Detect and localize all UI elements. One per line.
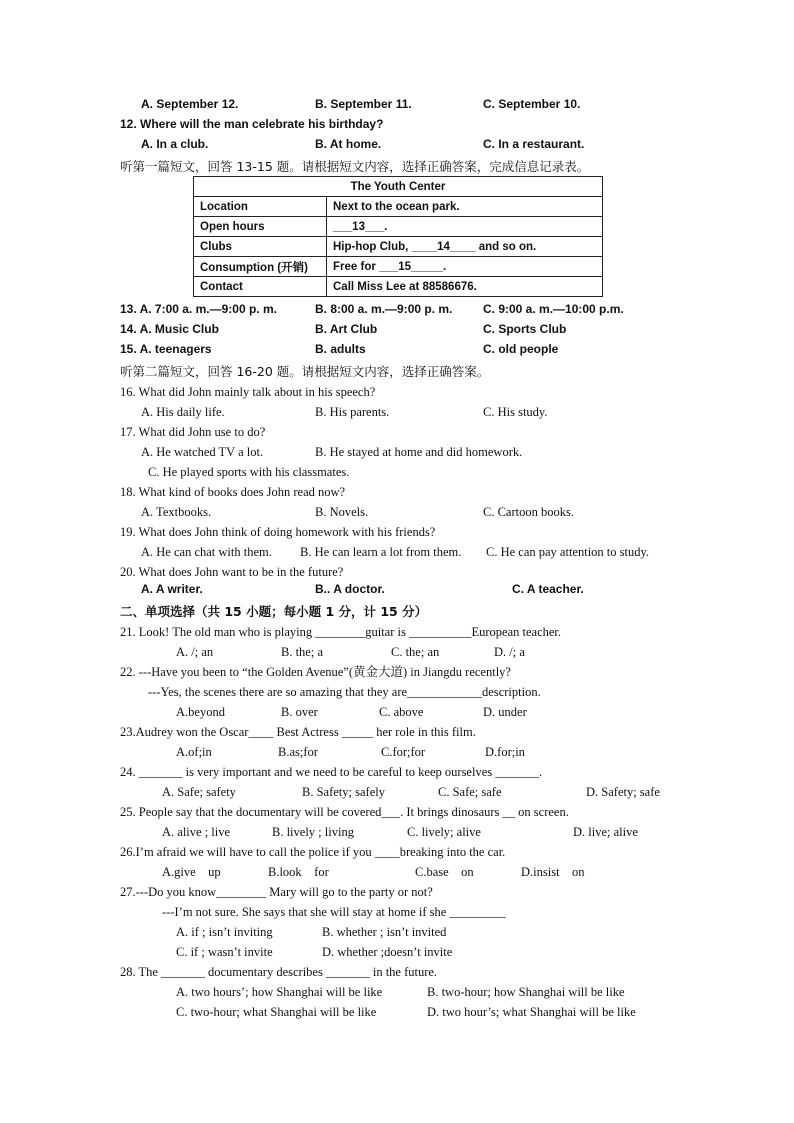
q16-option-a: A. His daily life. <box>141 405 225 419</box>
q24-option-c: C. Safe; safe <box>438 785 502 799</box>
q28-options <box>0 982 794 1002</box>
q13-option-c: C. 9:00 a. m.—10:00 p.m. <box>483 302 624 316</box>
q18-question-row <box>0 482 794 502</box>
q21-options <box>0 642 794 662</box>
q21-question: 21. Look! The old man who is playing ________guitar is __________European teacher. <box>120 625 562 639</box>
q23-option-b: B.as;for <box>278 745 318 759</box>
q22-option-d: D. under <box>483 705 527 719</box>
q20-options <box>0 582 794 602</box>
q25-option-c: C. lively; alive <box>407 825 481 839</box>
table-value-contact: Call Miss Lee at 88586676. <box>327 277 603 297</box>
q16-question: 16. What did John mainly talk about in his speech? <box>120 385 376 399</box>
table-key-clubs: Clubs <box>194 237 327 257</box>
table-value-open-hours: ___13___. <box>327 217 603 237</box>
q17-question-row <box>0 422 794 442</box>
q22-line2-row <box>0 682 794 702</box>
q27-option-a: A. if ; isn’t inviting <box>176 925 273 939</box>
q17-options-2 <box>0 462 794 482</box>
q22-question: 22. ---Have you been to “the Golden Avenue”(黄金大道) in Jiangdu recently? <box>120 665 511 679</box>
q15-options <box>0 342 794 362</box>
q26-option-d: D.insist on <box>521 865 585 879</box>
q16-option-c: C. His study. <box>483 405 548 419</box>
table-key-contact: Contact <box>194 277 327 297</box>
q16-question-row <box>0 382 794 402</box>
q19-question: 19. What does John think of doing homework with his friends? <box>120 525 436 539</box>
q26-options <box>0 862 794 882</box>
q24-question: 24. _______ is very important and we need to be careful to keep ourselves _______. <box>120 765 543 779</box>
q27-option-c: C. if ; wasn’t invite <box>176 945 273 959</box>
q20-option-c: C. A teacher. <box>512 582 584 596</box>
table-title-row <box>194 177 603 197</box>
q18-option-b: B. Novels. <box>315 505 369 519</box>
q23-question: 23.Audrey won the Oscar____ Best Actress _____ her role in this film. <box>120 725 476 739</box>
q25-option-a: A. alive ; live <box>162 825 231 839</box>
table-row <box>194 237 603 257</box>
q26-option-a: A.give up <box>162 865 221 879</box>
q27-options-2 <box>0 942 794 962</box>
section1-instruction: 听第一篇短文，回答 13-15 题。请根据短文内容，选择正确答案，完成信息记录表。 <box>120 159 590 174</box>
q21-option-a: A. /; an <box>176 645 214 659</box>
q11-options <box>0 97 794 117</box>
q12-option-b: B. At home. <box>315 137 382 151</box>
q28-option-c: C. two-hour; what Shanghai will be like <box>176 1005 377 1019</box>
q28-option-b: B. two-hour; how Shanghai will be like <box>427 985 625 999</box>
q20-option-a: A. A writer. <box>141 582 203 596</box>
q11-option-c: C. September 10. <box>483 97 581 111</box>
q12-option-a: A. In a club. <box>141 137 209 151</box>
q16-option-b: B. His parents. <box>315 405 390 419</box>
q24-option-d: D. Safety; safe <box>586 785 660 799</box>
q17-option-c: C. He played sports with his classmates. <box>148 465 350 479</box>
section2-instruction-row <box>0 362 794 382</box>
q28-options-2 <box>0 1002 794 1022</box>
q19-question-row <box>0 522 794 542</box>
table-key-consumption: Consumption (开销) <box>194 257 327 277</box>
q14-option-b: B. Art Club <box>315 322 378 336</box>
q23-options <box>0 742 794 762</box>
table-value-clubs: Hip-hop Club, ____14____ and so on. <box>327 237 603 257</box>
q15-option-b: B. adults <box>315 342 366 356</box>
q21-question-row <box>0 622 794 642</box>
q12-question: 12. Where will the man celebrate his birthday? <box>120 117 384 131</box>
q17-options <box>0 442 794 462</box>
q21-option-b: B. the; a <box>281 645 324 659</box>
q27-question-row <box>0 882 794 902</box>
q19-options <box>0 542 794 562</box>
q24-option-b: B. Safety; safely <box>302 785 385 799</box>
q28-option-a: A. two hours’; how Shanghai will be like <box>176 985 383 999</box>
q20-option-b: B.. A doctor. <box>315 582 385 596</box>
q19-option-a: A. He can chat with them. <box>141 545 272 559</box>
q19-option-b: B. He can learn a lot from them. <box>300 545 462 559</box>
q27-option-d: D. whether ;doesn’t invite <box>322 945 453 959</box>
table-value-consumption: Free for ___15_____. <box>327 257 603 277</box>
q23-option-d: D.for;in <box>485 745 525 759</box>
q22-option-c: C. above <box>379 705 424 719</box>
q18-option-c: C. Cartoon books. <box>483 505 574 519</box>
q11-option-a: A. September 12. <box>141 97 239 111</box>
q15-option-c: C. old people <box>483 342 559 356</box>
table-row <box>194 277 603 297</box>
q27-question: 27.---Do you know________ Mary will go to the party or not? <box>120 885 433 899</box>
section1-instruction-row <box>0 157 794 177</box>
q22-option-a: A.beyond <box>176 705 225 719</box>
q13-options <box>0 302 794 322</box>
q21-option-d: D. /; a <box>494 645 525 659</box>
q23-option-c: C.for;for <box>381 745 426 759</box>
q11-option-b: B. September 11. <box>315 97 412 111</box>
q12-question-row <box>0 117 794 137</box>
table-value-location: Next to the ocean park. <box>327 197 603 217</box>
q25-option-d: D. live; alive <box>573 825 638 839</box>
q26-question-row <box>0 842 794 862</box>
q25-question: 25. People say that the documentary will be covered___. It brings dinosaurs __ on screen. <box>120 805 569 819</box>
q12-option-c: C. In a restaurant. <box>483 137 585 151</box>
q21-option-c: C. the; an <box>391 645 440 659</box>
q22-question-row <box>0 662 794 682</box>
q17-option-a: A. He watched TV a lot. <box>141 445 264 459</box>
q22-option-b: B. over <box>281 705 318 719</box>
q14-option-c: C. Sports Club <box>483 322 567 336</box>
q13-option-a: 13. A. 7:00 a. m.—9:00 p. m. <box>120 302 277 316</box>
q23-question-row <box>0 722 794 742</box>
q14-option-a: 14. A. Music Club <box>120 322 219 336</box>
q24-question-row <box>0 762 794 782</box>
part2-heading-row <box>0 602 794 622</box>
q25-options <box>0 822 794 842</box>
q28-question-row <box>0 962 794 982</box>
section2-instruction: 听第二篇短文，回答 16-20 题。请根据短文内容，选择正确答案。 <box>120 364 490 379</box>
q24-option-a: A. Safe; safety <box>162 785 236 799</box>
part2-heading: 二、单项选择（共 15 小题；每小题 1 分，计 15 分） <box>120 604 428 619</box>
youth-center-table <box>193 176 603 297</box>
table-key-open-hours: Open hours <box>194 217 327 237</box>
q20-question-row <box>0 562 794 582</box>
table-title: The Youth Center <box>194 177 603 197</box>
q22-options <box>0 702 794 722</box>
q17-option-b: B. He stayed at home and did homework. <box>315 445 523 459</box>
q18-options <box>0 502 794 522</box>
table-row <box>194 217 603 237</box>
q27-line2: ---I’m not sure. She says that she will stay at home if she _________ <box>162 905 506 919</box>
table-key-location: Location <box>194 197 327 217</box>
table-row <box>194 197 603 217</box>
q28-question: 28. The _______ documentary describes _______ in the future. <box>120 965 438 979</box>
q26-option-c: C.base on <box>415 865 474 879</box>
table-row <box>194 257 603 277</box>
q12-options <box>0 137 794 157</box>
q19-option-c: C. He can pay attention to study. <box>486 545 650 559</box>
q14-options <box>0 322 794 342</box>
q28-option-d: D. two hour’s; what Shanghai will be like <box>427 1005 636 1019</box>
q13-option-b: B. 8:00 a. m.—9:00 p. m. <box>315 302 453 316</box>
q24-options <box>0 782 794 802</box>
q27-option-b: B. whether ; isn’t invited <box>322 925 447 939</box>
q26-option-b: B.look for <box>268 865 329 879</box>
q18-question: 18. What kind of books does John read now? <box>120 485 346 499</box>
q20-question: 20. What does John want to be in the future? <box>120 565 344 579</box>
q27-options <box>0 922 794 942</box>
q23-option-a: A.of;in <box>176 745 212 759</box>
q16-options <box>0 402 794 422</box>
q26-question: 26.I’m afraid we will have to call the police if you ____breaking into the car. <box>120 845 506 859</box>
q17-question: 17. What did John use to do? <box>120 425 266 439</box>
q22-line2: ---Yes, the scenes there are so amazing that they are____________description. <box>148 685 541 699</box>
q25-option-b: B. lively ; living <box>272 825 354 839</box>
q27-line2-row <box>0 902 794 922</box>
q15-option-a: 15. A. teenagers <box>120 342 212 356</box>
q25-question-row <box>0 802 794 822</box>
q18-option-a: A. Textbooks. <box>141 505 212 519</box>
